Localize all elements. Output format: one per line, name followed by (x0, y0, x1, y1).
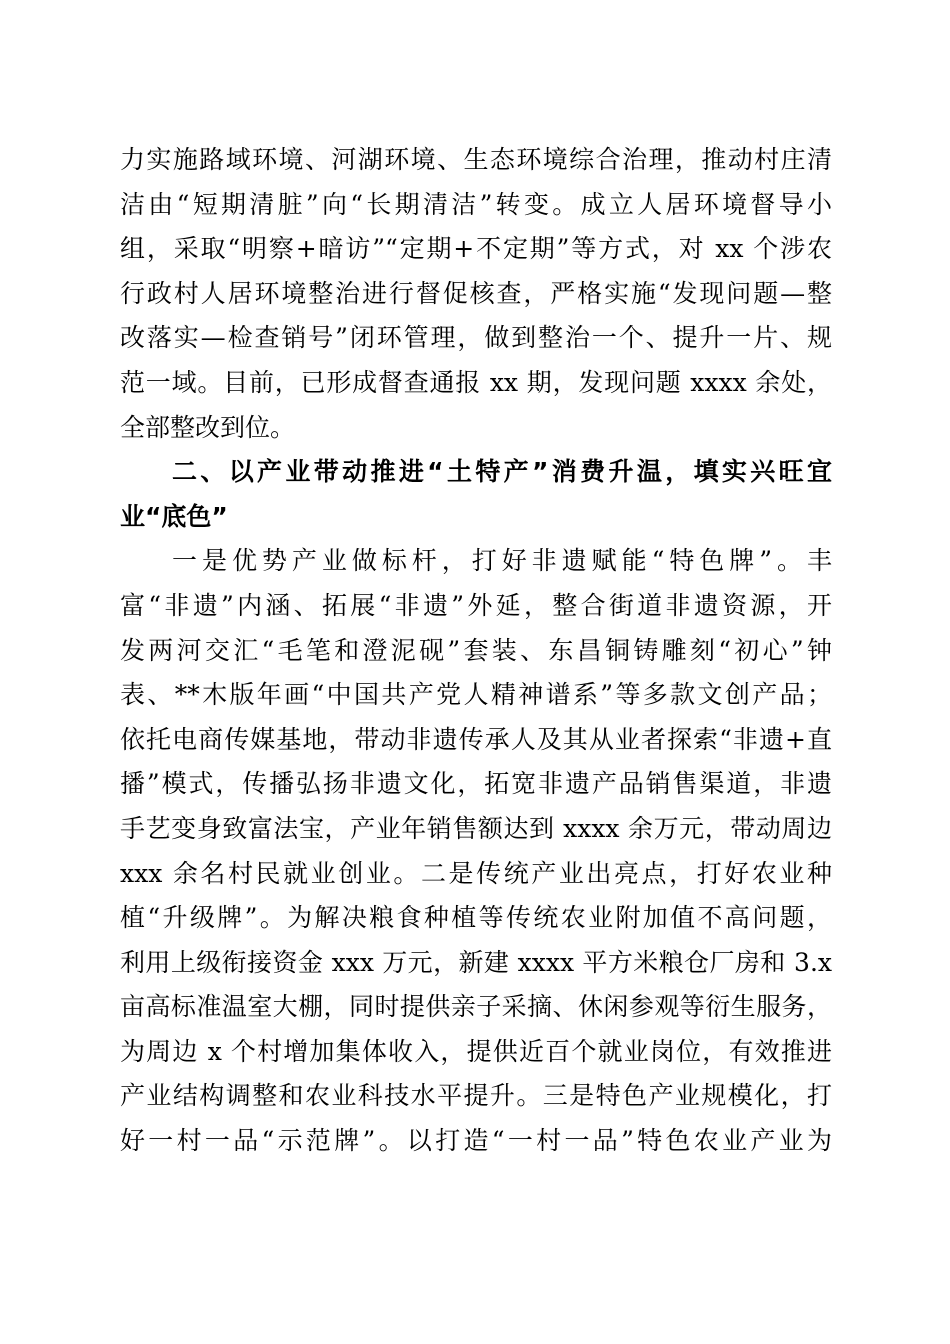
section-heading (120, 450, 832, 539)
text-line: 行政村人居环境整治进行督促核查，严格实施“发现问题—整 (120, 278, 832, 308)
text-line: 亩高标准温室大棚，同时提供亲子采摘、休闲参观等衍生服务， (120, 992, 832, 1022)
text-line: 好一村一品“示范牌”。以打造“一村一品”特色农业产业为 (120, 1126, 832, 1156)
text-line: xxx 余名村民就业创业。二是传统产业出亮点，打好农业种 (120, 858, 832, 888)
heading-line: 二、以产业带动推进“土特产”消费升温，填实兴旺宜 (172, 457, 832, 487)
document-body (120, 138, 832, 1164)
paragraph-industry (120, 539, 832, 1163)
text-line: 植“升级牌”。为解决粮食种植等传统农业附加值不高问题， (120, 903, 832, 933)
text-line: 播”模式，传播弘扬非遗文化，拓宽非遗产品销售渠道，非遗 (120, 769, 832, 799)
text-line: 改落实—检查销号”闭环管理，做到整治一个、提升一片、规 (120, 323, 832, 353)
text-line: 表、**木版年画“中国共产党人精神谱系”等多款文创产品； (120, 680, 832, 710)
text-line: 产业结构调整和农业科技水平提升。三是特色产业规模化，打 (120, 1081, 832, 1111)
text-line: 手艺变身致富法宝，产业年销售额达到 xxxx 余万元，带动周边 (120, 813, 832, 843)
text-line: 利用上级衔接资金 xxx 万元，新建 xxxx 平方米粮仓厂房和 3.x (120, 947, 832, 977)
heading-line: 业“底色” (120, 501, 228, 531)
text-line: 富“非遗”内涵、拓展“非遗”外延，整合街道非遗资源，开 (120, 590, 832, 620)
text-line: 发两河交汇“毛笔和澄泥砚”套装、东昌铜铸雕刻“初心”钟 (120, 635, 832, 665)
text-line: 力实施路域环境、河湖环境、生态环境综合治理，推动村庄清 (120, 145, 832, 174)
text-line: 洁由“短期清脏”向“长期清洁”转变。成立人居环境督导小 (120, 189, 832, 219)
text-line: 一是优势产业做标杆，打好非遗赋能“特色牌”。丰 (172, 546, 832, 576)
text-line: 全部整改到位。 (120, 412, 296, 442)
text-line: 依托电商传媒基地，带动非遗传承人及其从业者探索“非遗+直 (120, 724, 832, 754)
text-line: 范一域。目前，已形成督查通报 xx 期，发现问题 xxxx 余处， (120, 367, 832, 397)
paragraph-environment (120, 138, 832, 450)
text-line: 组，采取“明察+暗访”“定期+不定期”等方式，对 xx 个涉农 (120, 234, 832, 264)
text-line: 为周边 x 个村增加集体收入，提供近百个就业岗位，有效推进 (120, 1036, 832, 1066)
